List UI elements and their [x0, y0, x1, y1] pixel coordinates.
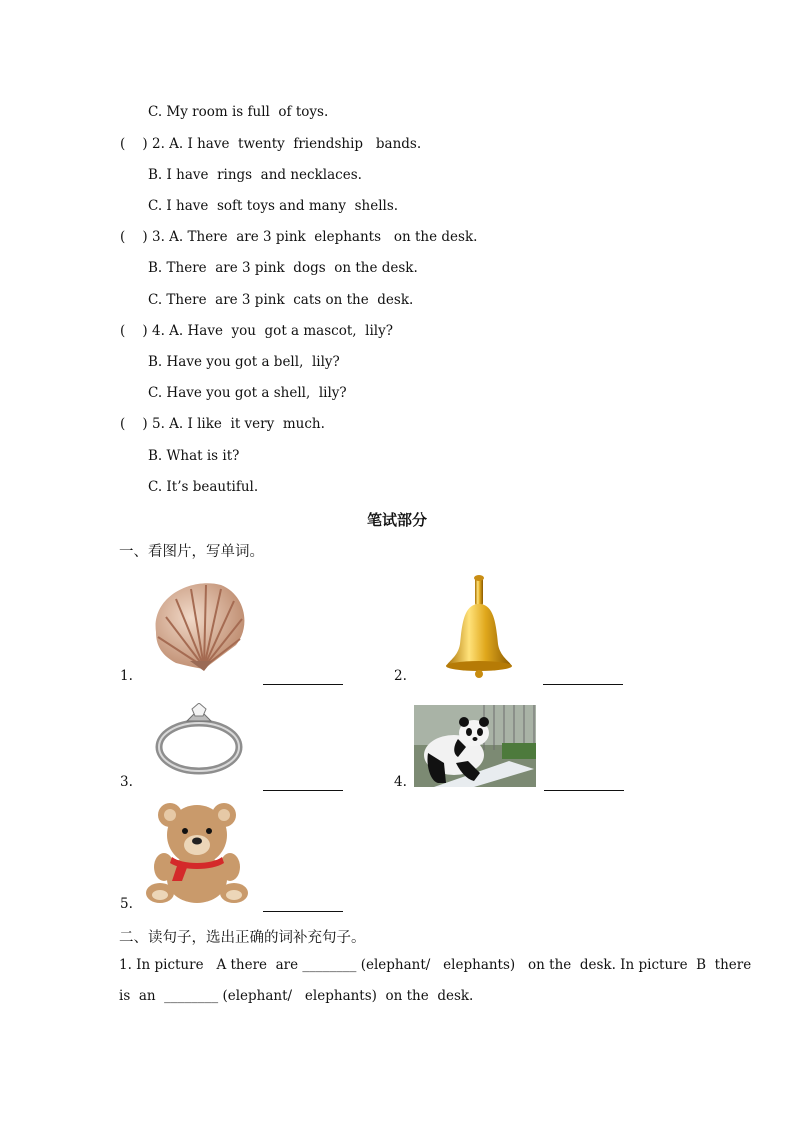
- panda-icon: [414, 705, 536, 787]
- item-1-blank[interactable]: [263, 683, 343, 685]
- item-4-number: 4.: [394, 774, 407, 790]
- item-4-blank[interactable]: [544, 789, 624, 791]
- ring-icon: [154, 703, 244, 775]
- q5-option-c: C. It’s beautiful.: [148, 479, 259, 495]
- sentence-1-line-1: 1. In picture A there are ________ (elephant/ elephants) on the desk. In picture B there: [119, 957, 752, 973]
- section-2-heading: 二、读句子，选出正确的词补充句子。: [119, 930, 366, 946]
- q4-option-c: C. Have you got a shell, lily?: [148, 385, 347, 401]
- q3-option-b: B. There are 3 pink dogs on the desk.: [148, 260, 418, 276]
- q5-option-a: ( ) 5. A. I like it very much.: [120, 416, 325, 432]
- item-3-blank[interactable]: [263, 789, 343, 791]
- q1-option-c: C. My room is full of toys.: [148, 104, 329, 120]
- q2-option-c: C. I have soft toys and many shells.: [148, 198, 399, 214]
- item-2-number: 2.: [394, 668, 407, 684]
- item-3-number: 3.: [120, 774, 133, 790]
- sentence-1-line-2: is an ________ (elephant/ elephants) on the desk.: [119, 988, 474, 1004]
- q4-option-b: B. Have you got a bell, lily?: [148, 354, 340, 370]
- item-5-number: 5.: [120, 896, 133, 912]
- shell-icon: [146, 577, 248, 673]
- written-part-title: 笔试部分: [366, 511, 427, 529]
- section-1-heading: 一、看图片，写单词。: [119, 544, 264, 560]
- q5-option-b: B. What is it?: [148, 448, 240, 464]
- q4-option-a: ( ) 4. A. Have you got a mascot, lily?: [120, 323, 393, 339]
- item-2-blank[interactable]: [543, 683, 623, 685]
- item-1-number: 1.: [120, 668, 133, 684]
- q3-option-c: C. There are 3 pink cats on the desk.: [148, 292, 414, 308]
- q2-option-a: ( ) 2. A. I have twenty friendship bands.: [120, 136, 422, 152]
- q3-option-a: ( ) 3. A. There are 3 pink elephants on the desk.: [120, 229, 478, 245]
- q2-option-b: B. I have rings and necklaces.: [148, 167, 362, 183]
- teddy-bear-icon: [142, 801, 252, 905]
- item-5-blank[interactable]: [263, 910, 343, 912]
- bell-icon: [444, 574, 514, 680]
